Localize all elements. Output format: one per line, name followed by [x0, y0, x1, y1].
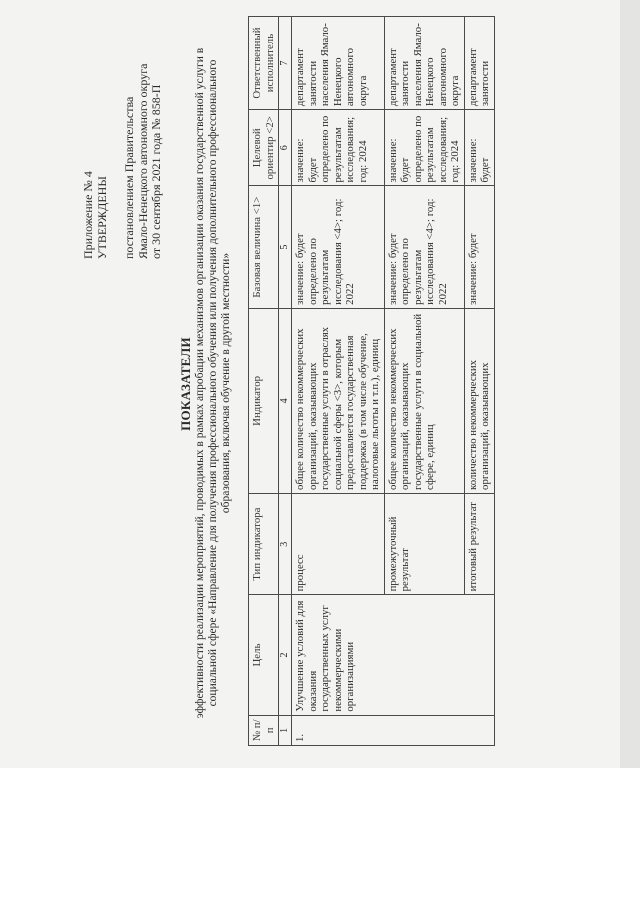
scan-edge	[620, 0, 640, 768]
col-number: 3	[279, 493, 292, 594]
indicator-text: количество некоммерческих организаций, оказывающих	[464, 308, 494, 493]
resolution-line-3: от 30 сентября 2021 года № 858-П	[149, 84, 163, 259]
indicator-type: итоговый результат	[464, 493, 494, 594]
appendix-number: Приложение № 4	[81, 171, 95, 259]
col-number: 6	[279, 110, 292, 186]
target-value: значение: будет	[464, 110, 494, 186]
target-value: значение: будет определено по результатам исследования; год: 2024	[384, 110, 464, 186]
base-value: значение: будет определено по результатам исследования <4>; год: 2022	[384, 186, 464, 308]
goal-cell: Улучшение условий для оказания государственных услуг некоммерческими организациями	[292, 595, 495, 715]
col-number: 2	[279, 595, 292, 715]
col-number: 4	[279, 308, 292, 493]
document-subtitle: эффективности реализации мероприятий, проводимых в рамках апробации механизмов организации оказания государственной услуги в социальной сфере «Направление для получения профессионального обучения или получения дополнительного профессионального образования, включая обучение в другой местности»	[194, 47, 232, 719]
indicator-type: процесс	[292, 493, 385, 594]
header-type: Тип индикатора	[249, 493, 279, 594]
base-value: значение: будет определено по результатам исследования <4>; год: 2022	[292, 186, 385, 308]
row-number: 1.	[292, 715, 495, 745]
resolution-line-2: Ямало-Ненецкого автономного округа	[135, 63, 150, 259]
header-goal: Цель	[249, 595, 279, 715]
table-row	[292, 17, 385, 746]
resolution-line-1: постановлением Правительства	[122, 96, 136, 259]
rotated-page	[60, 4, 540, 764]
approval-header	[82, 19, 164, 259]
header-base: Базовая величина <1>	[249, 186, 279, 308]
executor: департамент занятости населения Ямало-Ненецкого автономного округа	[384, 17, 464, 110]
col-number: 5	[279, 186, 292, 308]
executor: департамент занятости населения Ямало-Ненецкого автономного округа	[292, 17, 385, 110]
header-num: № п/п	[249, 715, 279, 745]
indicator-type: промежуточный результат	[384, 493, 464, 594]
table-header-row	[249, 17, 279, 746]
header-indicator: Индикатор	[249, 308, 279, 493]
col-number: 1	[279, 715, 292, 745]
col-number: 7	[279, 17, 292, 110]
approved-label: УТВЕРЖДЕНЫ	[94, 176, 109, 259]
indicators-table	[248, 16, 495, 746]
executor: департамент занятости	[464, 17, 494, 110]
indicator-text: общее количество некоммерческих организаций, оказывающих государственные услуги в отраслях социальной сферы <3>, которым предоставляется государственная поддержка (в том числе обучение, налоговые льготы и т.п.), единиц	[292, 308, 385, 493]
document-title: ПОКАЗАТЕЛИ	[178, 337, 193, 431]
header-executor: Ответственный исполнитель	[249, 17, 279, 110]
base-value: значение: будет	[464, 186, 494, 308]
target-value: значение: будет определено по результатам исследования; год: 2024	[292, 110, 385, 186]
header-target: Целевой ориентир <2>	[249, 110, 279, 186]
indicator-text: общее количество некоммерческих организаций, оказывающих государственные услуги в социальной сфере, единиц	[384, 308, 464, 493]
column-number-row	[279, 17, 292, 746]
